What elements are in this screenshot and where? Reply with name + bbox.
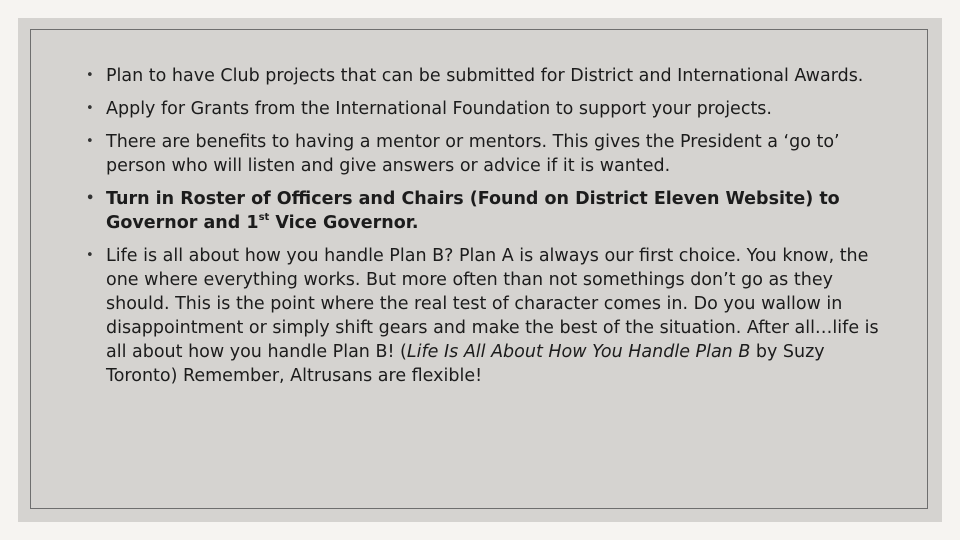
- bullet-dot-icon: •: [86, 68, 94, 83]
- bullet-item-awards: [86, 64, 886, 88]
- bullet-list: [86, 64, 886, 397]
- bullet-text-superscript: st: [258, 212, 270, 224]
- bullet-item-plan-b: [86, 244, 886, 388]
- bullet-text-part2: by Suzy Toronto) Remember, Altrusans are flexible!: [106, 342, 825, 386]
- bullet-text-part1: Life is all about how you handle Plan B? Plan A is always our first choice. You know, the one where everything works. But more often than not somethings don’t go as they should. This is the point where the real test of character comes in. Do you wallow in disappointment or simply shift gears and make the best of the situation. After all…life is all about how you handle Plan B! (: [106, 246, 879, 362]
- bullet-item-grants: [86, 97, 886, 121]
- bullet-dot-icon: •: [86, 248, 94, 263]
- bullet-text: There are benefits to having a mentor or mentors. This gives the President a ‘go to’ person who will listen and give answers or advice if it is wanted.: [106, 132, 840, 176]
- bullet-text-part2: Vice Governor.: [269, 213, 419, 233]
- book-title: Life Is All About How You Handle Plan B: [406, 342, 751, 362]
- bullet-item-roster: [86, 187, 886, 235]
- bullet-text: Apply for Grants from the International Foundation to support your projects.: [106, 99, 772, 119]
- bullet-dot-icon: •: [86, 101, 94, 116]
- bullet-text-part1: Turn in Roster of Officers and Chairs (Found on District Eleven Website) to Governor and 1: [106, 189, 840, 233]
- bullet-dot-icon: •: [86, 191, 95, 206]
- bullet-text: Plan to have Club projects that can be submitted for District and International Awards.: [106, 66, 864, 86]
- bullet-dot-icon: •: [86, 134, 94, 149]
- bullet-item-mentor: [86, 130, 886, 178]
